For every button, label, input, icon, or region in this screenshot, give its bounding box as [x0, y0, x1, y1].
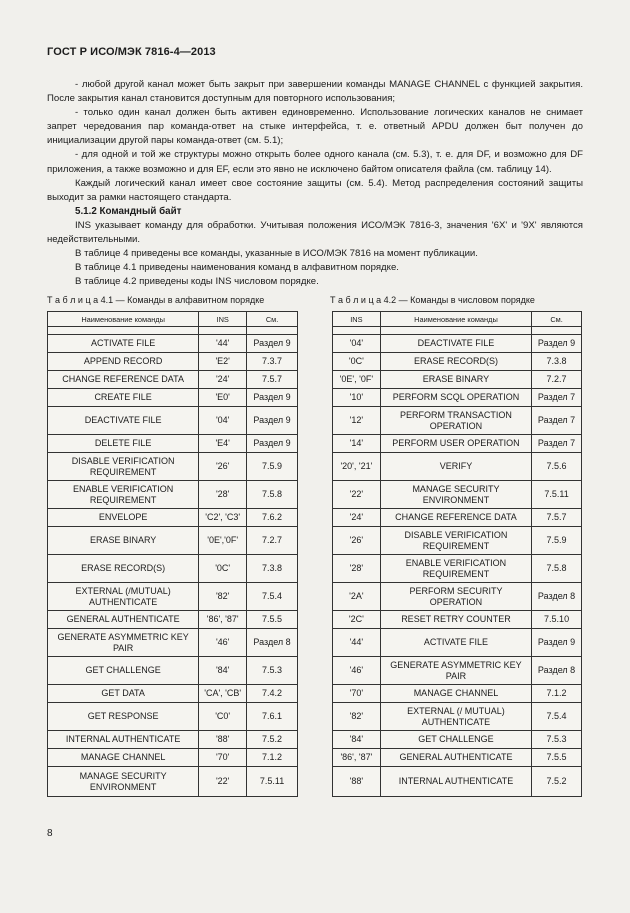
table-cell: 7.3.8 [247, 555, 298, 583]
table-cell: ACTIVATE FILE [380, 629, 531, 657]
table-cell: '24' [199, 371, 247, 389]
table-cell: GENERAL AUTHENTICATE [48, 611, 199, 629]
table-row [48, 731, 298, 749]
table-row [48, 527, 298, 555]
table-cell: Раздел 9 [532, 335, 582, 353]
table-row [48, 453, 298, 481]
table-cell: '86', '87' [199, 611, 247, 629]
table-cell: PERFORM SCQL OPERATION [380, 389, 531, 407]
table-cell: ENABLE VERIFICATION REQUIREMENT [380, 555, 531, 583]
table-cell: CREATE FILE [48, 389, 199, 407]
table-cell: 'E0' [199, 389, 247, 407]
table-cell: DEACTIVATE FILE [48, 407, 199, 435]
table-cell: ENVELOPE [48, 509, 199, 527]
paragraph: В таблице 4.2 приведены коды INS числовом порядке. [75, 276, 319, 288]
table-cell: DISABLE VERIFICATION REQUIREMENT [48, 453, 199, 481]
table-cell: DELETE FILE [48, 435, 199, 453]
table-row [333, 335, 582, 353]
table-cell: 7.5.6 [532, 453, 582, 481]
table-row [333, 509, 582, 527]
table-cell: 7.6.2 [247, 509, 298, 527]
table-row [48, 509, 298, 527]
table-cell: 7.5.3 [532, 731, 582, 749]
table-row [333, 767, 582, 797]
table-cell: MANAGE SECURITY ENVIRONMENT [380, 481, 531, 509]
table-cell: INTERNAL AUTHENTICATE [48, 731, 199, 749]
table-row [333, 629, 582, 657]
table-cell: '44' [333, 629, 381, 657]
table-cell: Раздел 7 [532, 407, 582, 435]
paragraph: INS указывает команду для обработки. Учитывая положения ИСО/МЭК 7816-3, значения '6X' и '9X' являются недействительными. [47, 219, 583, 246]
table-row [48, 611, 298, 629]
column-header: Наименование команды [380, 312, 531, 327]
table-cell: MANAGE CHANNEL [48, 749, 199, 767]
body-text [47, 78, 583, 289]
table-row [48, 583, 298, 611]
table-cell: '0C' [333, 353, 381, 371]
table-row [333, 555, 582, 583]
table-cell: '84' [333, 731, 381, 749]
table-cell: 7.5.4 [532, 703, 582, 731]
table-cell: GET RESPONSE [48, 703, 199, 731]
table-alphabetical [47, 311, 298, 797]
table-cell: 7.6.1 [247, 703, 298, 731]
table-row [48, 703, 298, 731]
table-row [333, 527, 582, 555]
table-cell: 'C0' [199, 703, 247, 731]
table-row [48, 767, 298, 797]
table-cell: ERASE BINARY [380, 371, 531, 389]
table-cell: ERASE BINARY [48, 527, 199, 555]
table-cell: '44' [199, 335, 247, 353]
table-row [333, 611, 582, 629]
table-cell: '12' [333, 407, 381, 435]
table-row [333, 731, 582, 749]
table-cell: PERFORM TRANSACTION OPERATION [380, 407, 531, 435]
table-row [333, 749, 582, 767]
table-cell: '04' [333, 335, 381, 353]
column-header: Наименование команды [48, 312, 199, 327]
table-cell: '0E','0F' [199, 527, 247, 555]
table-numerical [332, 311, 582, 797]
column-header: INS [199, 312, 247, 327]
table-cell: 7.4.2 [247, 685, 298, 703]
header-gap-row [48, 327, 298, 335]
table-row [48, 555, 298, 583]
table-row [333, 703, 582, 731]
table-cell: DEACTIVATE FILE [380, 335, 531, 353]
table-cell: DISABLE VERIFICATION REQUIREMENT [380, 527, 531, 555]
table-row [48, 353, 298, 371]
table-cell: ENABLE VERIFICATION REQUIREMENT [48, 481, 199, 509]
table-cell: EXTERNAL (/MUTUAL) AUTHENTICATE [48, 583, 199, 611]
table-cell: CHANGE REFERENCE DATA [48, 371, 199, 389]
table-row [48, 335, 298, 353]
table-cell: Раздел 9 [247, 407, 298, 435]
table-cell: Раздел 8 [532, 657, 582, 685]
page-number: 8 [47, 828, 53, 839]
paragraph: - только один канал должен быть активен единовременно. Использование логических каналов не снимает запрет чередования пар команда-ответ на стыке интерфейса, т. е. ответный APDU должен быт получен до инициализации другой пары команда-ответ (см. 5.1); [47, 107, 583, 147]
section-heading: 5.1.2 Командный байт [75, 205, 182, 217]
table-row [333, 481, 582, 509]
table-cell: INTERNAL AUTHENTICATE [380, 767, 531, 797]
table-cell: EXTERNAL (/ MUTUAL) AUTHENTICATE [380, 703, 531, 731]
table-cell: '82' [333, 703, 381, 731]
table-row [48, 685, 298, 703]
table-row [333, 583, 582, 611]
table-cell: 'C2', 'C3' [199, 509, 247, 527]
table-cell: '46' [333, 657, 381, 685]
table-cell: 'E4' [199, 435, 247, 453]
header-gap-row [333, 327, 582, 335]
table-cell: GET DATA [48, 685, 199, 703]
table-cell: 7.5.8 [532, 555, 582, 583]
table-row [48, 629, 298, 657]
table-cell: '70' [333, 685, 381, 703]
table-cell: Раздел 9 [247, 389, 298, 407]
table-cell: 7.5.8 [247, 481, 298, 509]
table-cell: Раздел 9 [532, 629, 582, 657]
paragraph: Каждый логический канал имеет свое состояние защиты (см. 5.4). Метод распределения состояний защиты выходит за рамки настоящего стандарта. [47, 177, 583, 203]
table-row [48, 481, 298, 509]
table-cell: 7.5.2 [532, 767, 582, 797]
table-cell: '26' [333, 527, 381, 555]
table-cell: '28' [199, 481, 247, 509]
table-row [333, 407, 582, 435]
table-cell: APPEND RECORD [48, 353, 199, 371]
table-cell: MANAGE CHANNEL [380, 685, 531, 703]
table-row [48, 407, 298, 435]
table-row [48, 749, 298, 767]
table-cell: '28' [333, 555, 381, 583]
table-cell: Раздел 8 [247, 629, 298, 657]
table-cell: '0E', '0F' [333, 371, 381, 389]
table-cell: 7.5.11 [532, 481, 582, 509]
table-row [48, 435, 298, 453]
table-cell: '22' [333, 481, 381, 509]
table-cell: 7.5.3 [247, 657, 298, 685]
table-cell: 7.5.9 [247, 453, 298, 481]
table-row [333, 371, 582, 389]
table-cell: GET CHALLENGE [380, 731, 531, 749]
table-cell: 7.5.9 [532, 527, 582, 555]
table-cell: 7.5.4 [247, 583, 298, 611]
table-cell: 7.5.5 [532, 749, 582, 767]
table-cell: '2C' [333, 611, 381, 629]
table-cell: 7.3.8 [532, 353, 582, 371]
table-cell: '24' [333, 509, 381, 527]
table-cell: 7.5.5 [247, 611, 298, 629]
table-cell: '46' [199, 629, 247, 657]
paragraph: В таблице 4.1 приведены наименования команд в алфавитном порядке. [75, 262, 399, 274]
table2-caption: Т а б л и ц а 4.2 — Команды в числовом порядке [330, 295, 535, 305]
table-cell: '26' [199, 453, 247, 481]
table-cell: 7.5.10 [532, 611, 582, 629]
table1-caption: Т а б л и ц а 4.1 — Команды в алфавитном порядке [47, 295, 265, 305]
table-cell: '82' [199, 583, 247, 611]
table-cell: 7.2.7 [247, 527, 298, 555]
table-row [333, 657, 582, 685]
table-cell: 7.5.2 [247, 731, 298, 749]
table-cell: CHANGE REFERENCE DATA [380, 509, 531, 527]
paragraph: В таблице 4 приведены все команды, указанные в ИСО/МЭК 7816 на момент публикации. [75, 248, 478, 260]
table-cell: GENERAL AUTHENTICATE [380, 749, 531, 767]
table-cell: ERASE RECORD(S) [48, 555, 199, 583]
table-cell: MANAGE SECURITY ENVIRONMENT [48, 767, 199, 797]
table-row [333, 435, 582, 453]
table-cell: RESET RETRY COUNTER [380, 611, 531, 629]
column-header: INS [333, 312, 381, 327]
table-cell: PERFORM USER OPERATION [380, 435, 531, 453]
table-cell: VERIFY [380, 453, 531, 481]
table-cell: Раздел 8 [532, 583, 582, 611]
column-header: См. [532, 312, 582, 327]
table-cell: Раздел 7 [532, 389, 582, 407]
table-cell: 7.5.11 [247, 767, 298, 797]
table-cell: '0C' [199, 555, 247, 583]
table-cell: '22' [199, 767, 247, 797]
table-cell: '88' [199, 731, 247, 749]
table-cell: 'E2' [199, 353, 247, 371]
column-header: См. [247, 312, 298, 327]
table-cell: 7.1.2 [532, 685, 582, 703]
table-row [333, 685, 582, 703]
table-cell: '20', '21' [333, 453, 381, 481]
table-cell: 7.5.7 [247, 371, 298, 389]
table-row [48, 371, 298, 389]
table-cell: '04' [199, 407, 247, 435]
table-row [48, 657, 298, 685]
table-cell: '70' [199, 749, 247, 767]
table-cell: '86', '87' [333, 749, 381, 767]
paragraph: - любой другой канал может быть закрыт при завершении команды MANAGE CHANNEL с функцией закрытия. После закрытия канал становится доступным для повторного использования; [47, 79, 583, 105]
table-cell: '88' [333, 767, 381, 797]
table-row [333, 353, 582, 371]
table-cell: 7.3.7 [247, 353, 298, 371]
table-cell: ERASE RECORD(S) [380, 353, 531, 371]
table-cell: GET CHALLENGE [48, 657, 199, 685]
table-cell: 'CA', 'CB' [199, 685, 247, 703]
paragraph: - для одной и той же структуры можно открыть более одного канала (см. 5.3), т. е. для DF, и возможно для DF приложения, а также возможно и для EF, если это явно не исключено байтом описателя файла (см. таблицу 14). [47, 149, 583, 175]
document-header: ГОСТ Р ИСО/МЭК 7816-4—2013 [47, 46, 216, 58]
table-row [333, 389, 582, 407]
table-cell: Раздел 9 [247, 435, 298, 453]
table-cell: 7.2.7 [532, 371, 582, 389]
table-cell: 7.5.7 [532, 509, 582, 527]
table-cell: GENERATE ASYMMETRIC KEY PAIR [380, 657, 531, 685]
table-cell: Раздел 9 [247, 335, 298, 353]
table-row [48, 389, 298, 407]
table-cell: '14' [333, 435, 381, 453]
table-cell: ACTIVATE FILE [48, 335, 199, 353]
table-cell: 7.1.2 [247, 749, 298, 767]
table-cell: '84' [199, 657, 247, 685]
table-cell: '2A' [333, 583, 381, 611]
table-cell: Раздел 7 [532, 435, 582, 453]
table-cell: PERFORM SECURITY OPERATION [380, 583, 531, 611]
table-cell: '10' [333, 389, 381, 407]
table-cell: GENERATE ASYMMETRIC KEY PAIR [48, 629, 199, 657]
table-row [333, 453, 582, 481]
